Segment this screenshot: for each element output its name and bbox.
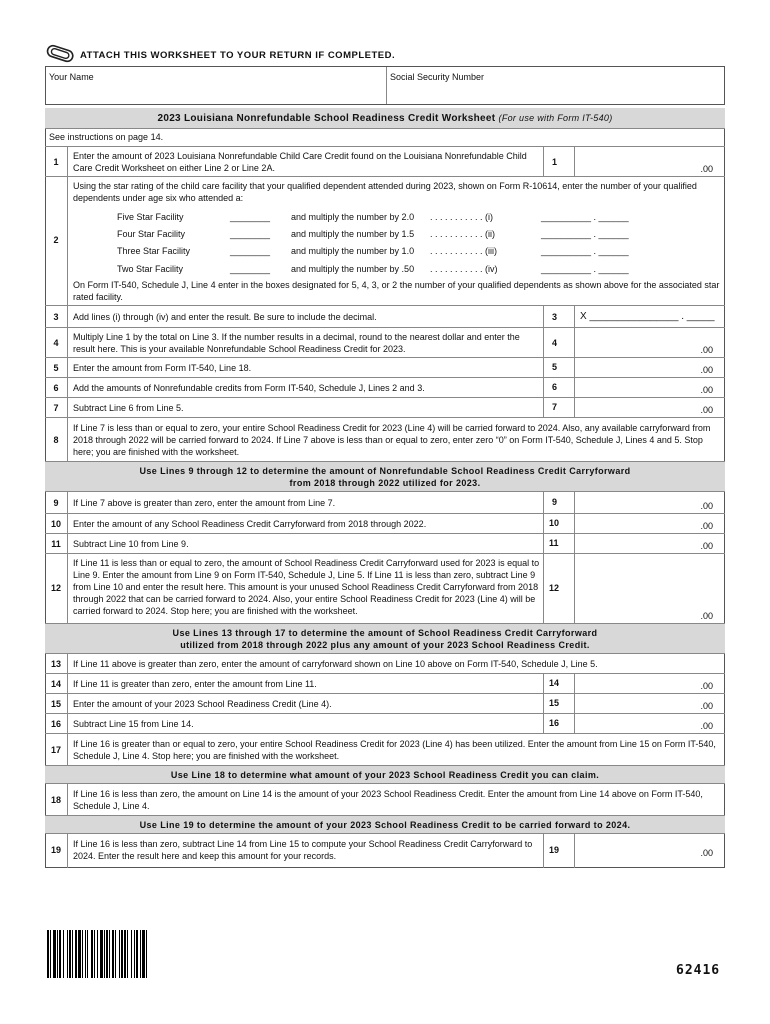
barcode-bar (67, 930, 68, 978)
line-2-intro: Using the star rating of the child care facility that your qualified dependent attended during 2023, shown on Form R-10614, enter the number of your qualified dependents under age six who attended a: (73, 181, 697, 203)
instructions-row (45, 129, 725, 147)
line-4-amount[interactable]: .00 (700, 345, 713, 355)
barcode-bar (146, 930, 147, 978)
line-11-text: Subtract Line 10 from Line 9. (73, 539, 189, 549)
four-star-count[interactable]: ________ (230, 229, 271, 239)
three-star-result[interactable]: __________ . ______ (541, 246, 629, 256)
section-2-line-a: Use Lines 13 through 17 to determine the amount of School Readiness Credit Carryforward (172, 628, 598, 638)
line-15-amount[interactable]: .00 (700, 701, 713, 711)
barcode-bar (109, 930, 110, 978)
line-2-footer: On Form IT-540, Schedule J, Line 4 enter in the boxes designated for 5, 4, 3, or 2 the number of your qualified dependents as shown above for the associated star rated facility. (73, 280, 720, 302)
barcode-bar (63, 930, 64, 978)
line-3-result[interactable]: X ________________ . _____ (580, 311, 715, 322)
line-14-row (45, 674, 725, 694)
barcode-bar (104, 930, 105, 978)
two-star-dots: . . . . . . . . . . . (iv) (430, 264, 498, 274)
line-9-box: 9 (552, 497, 558, 507)
four-star-label: Four Star Facility (117, 229, 186, 239)
barcode-bar (136, 930, 138, 978)
section-lines-9-12-header (45, 462, 725, 492)
line-12-number: 12 (50, 583, 61, 593)
line-16-text: Subtract Line 15 from Line 14. (73, 719, 194, 729)
name-ssn-box (45, 66, 725, 105)
ssn-label: Social Security Number (390, 72, 485, 82)
ssn-field[interactable] (387, 67, 724, 104)
three-star-multiplier: and multiply the number by 1.0 (291, 246, 415, 256)
barcode-bar (100, 930, 103, 978)
line-15-box: 15 (549, 698, 560, 708)
section-3-line-a: Use Line 18 to determine what amount of your 2023 School Readiness Credit you can claim. (170, 770, 600, 780)
five-star-label: Five Star Facility (117, 212, 184, 222)
barcode-bar (94, 930, 95, 978)
line-18-number: 18 (50, 795, 61, 805)
line-3-box: 3 (552, 312, 558, 322)
line-19-number: 19 (50, 845, 61, 855)
line-4-box: 4 (552, 338, 558, 348)
line-9-amount[interactable]: .00 (700, 501, 713, 511)
line-3-row (45, 306, 725, 328)
line-12-text: If Line 11 is less than or equal to zero, the amount of School Readiness Credit Carryforward used for 2023 is equal to Line 9. Enter the amount from Line 9 on Form IT-540, Schedule J, Line 5. If Line 11 is less than zero, subtract Line 9 from Line 10 and enter the result here. This amount is your unused School Readiness Credit Carryforward from 2018 through 2022 that can be carried forward to 2024. Also, your entire School Readiness Credit for 2023 (Line 4) will be carried forward to 2024. Stop here; you are finished with the worksheet. (73, 558, 540, 616)
barcode-bar (47, 930, 49, 978)
barcode-bar (119, 930, 120, 978)
title-sub: (For use with Form IT-540) (498, 113, 613, 123)
line-9-row (45, 492, 725, 514)
line-5-amount[interactable]: .00 (700, 365, 713, 375)
line-15-text: Enter the amount of your 2023 School Readiness Credit (Line 4). (73, 699, 332, 709)
barcode-bar (97, 930, 98, 978)
line-18-row (45, 784, 725, 816)
barcode-bar (106, 930, 108, 978)
line-17-text: If Line 16 is greater than or equal to zero, your entire School Readiness Credit for 2023 (Line 4) has been utilized. Enter the amount from Line 15 on Form IT-540, Schedule J, Line 4. Stop here; you are finished with the worksheet. (73, 739, 716, 761)
worksheet-title (45, 108, 725, 129)
barcode-bar (69, 930, 71, 978)
barcode-bar (78, 930, 81, 978)
form-number: 62416 (676, 963, 721, 978)
barcode-bar (121, 930, 123, 978)
barcode-bar (50, 930, 51, 978)
barcode-bar (87, 930, 88, 978)
line-13-text: If Line 11 above is greater than zero, enter the amount of carryforward shown on Line 10 above on Form IT-540, Schedule J, Line 5. (73, 659, 598, 669)
three-star-dots: . . . . . . . . . . . (iii) (430, 246, 498, 256)
barcode-bar (85, 930, 86, 978)
line-4-text: Multiply Line 1 by the total on Line 3. If the number results in a decimal, round to the nearest dollar and enter the result here. This is your available Nonrefundable School Readiness Credit for 2023. (73, 332, 520, 354)
barcode-bar (91, 930, 93, 978)
barcode-bar (140, 930, 141, 978)
line-5-number: 5 (53, 363, 59, 373)
line-19-row (45, 834, 725, 868)
line-7-amount[interactable]: .00 (700, 405, 713, 415)
line-14-amount[interactable]: .00 (700, 681, 713, 691)
three-star-count[interactable]: ________ (230, 246, 271, 256)
instructions-text: See instructions on page 14. (49, 132, 164, 142)
line-8-text: If Line 7 is less than or equal to zero, your entire School Readiness Credit for 2023 (Line 4) will be carried forward to 2024. Also, any available carryforward from 2018 through 2022 will be carried forward to 2024. If Line 7 above is less than or equal to zero, enter zero “0” on Form IT-540, Schedule J, Lines 4 and 5. Stop here; you are finished with the worksheet. (73, 423, 711, 457)
three-star-label: Three Star Facility (117, 246, 191, 256)
section-line-19-header (45, 816, 725, 834)
line-5-row (45, 358, 725, 378)
barcode-bar (59, 930, 61, 978)
four-star-dots: . . . . . . . . . . . (ii) (430, 229, 496, 239)
barcode-bar (57, 930, 58, 978)
line-6-box: 6 (552, 382, 558, 392)
line-1-row (45, 147, 725, 177)
title-main: 2023 Louisiana Nonrefundable School Readiness Credit Worksheet (157, 113, 496, 124)
line-12-amount[interactable]: .00 (700, 611, 713, 621)
line-6-number: 6 (53, 383, 59, 393)
line-10-amount[interactable]: .00 (700, 521, 713, 531)
section-1-line-b: from 2018 through 2022 utilized for 2023. (289, 478, 481, 488)
line-12-box: 12 (549, 583, 560, 593)
section-line-18-header (45, 766, 725, 784)
two-star-multiplier: and multiply the number by .50 (291, 264, 415, 274)
line-9-number: 9 (53, 498, 59, 508)
line-10-row (45, 514, 725, 534)
two-star-label: Two Star Facility (117, 264, 184, 274)
line-6-text: Add the amounts of Nonrefundable credits from Form IT-540, Schedule J, Lines 2 and 3. (73, 383, 425, 393)
line-16-amount[interactable]: .00 (700, 721, 713, 731)
line-17-row (45, 734, 725, 766)
line-13-row (45, 654, 725, 674)
barcode-bar (134, 930, 135, 978)
line-11-amount[interactable]: .00 (700, 541, 713, 551)
barcode-bar (131, 930, 132, 978)
barcode-bar (82, 930, 83, 978)
line-14-number: 14 (50, 679, 61, 689)
line-19-box: 19 (549, 845, 560, 855)
line-16-box: 16 (549, 718, 560, 728)
section-2-line-b: utilized from 2018 through 2022 plus any amount of your 2023 School Readiness Credit. (180, 640, 590, 650)
line-14-text: If Line 11 is greater than zero, enter the amount from Line 11. (73, 679, 317, 689)
line-7-box: 7 (552, 402, 558, 412)
line-1-number: 1 (53, 157, 59, 167)
line-5-text: Enter the amount from Form IT-540, Line 18. (73, 363, 252, 373)
line-18-text: If Line 16 is less than zero, the amount on Line 14 is the amount of your 2023 School Readiness Credit. Enter the amount from Line 14 above on Form IT-540, Schedule J, Line 4. (73, 789, 703, 811)
line-10-text: Enter the amount of any School Readiness Credit Carryforward from 2018 through 2022. (73, 519, 427, 529)
line-6-row (45, 378, 725, 398)
line-15-number: 15 (50, 699, 61, 709)
section-lines-13-17-header (45, 624, 725, 654)
line-1-amount[interactable]: .00 (700, 164, 713, 174)
barcode-bar (127, 930, 128, 978)
line-16-number: 16 (50, 719, 61, 729)
attach-notice: ATTACH THIS WORKSHEET TO YOUR RETURN IF COMPLETED. (80, 50, 396, 61)
line-14-box: 14 (549, 678, 560, 688)
line-16-row (45, 714, 725, 734)
five-star-dots: . . . . . . . . . . . (i) (430, 212, 494, 222)
line-5-box: 5 (552, 362, 558, 372)
line-1-text: Enter the amount of 2023 Louisiana Nonrefundable Child Care Credit found on the Louisiana Nonrefundable Child Care Credit Worksheet on either Line 2 or Line 2A. (73, 151, 527, 173)
line-19-text: If Line 16 is less than zero, subtract Line 14 from Line 15 to compute your School Readiness Credit Carryforward to 2024. Enter the result here and keep this amount for your records. (73, 839, 533, 861)
line-11-box: 11 (549, 538, 559, 548)
line-10-number: 10 (50, 519, 61, 529)
line-7-row (45, 398, 725, 418)
barcode (45, 930, 185, 978)
line-2-number: 2 (53, 235, 59, 245)
four-star-result[interactable]: __________ . ______ (541, 229, 629, 239)
your-name-label: Your Name (49, 72, 94, 82)
barcode-bar (124, 930, 126, 978)
line-7-number: 7 (53, 403, 59, 413)
line-2-row (45, 177, 725, 306)
line-4-row (45, 328, 725, 358)
line-11-row (45, 534, 725, 554)
your-name-field[interactable] (46, 67, 386, 104)
barcode-bar (115, 930, 116, 978)
line-8-number: 8 (53, 435, 59, 445)
four-star-multiplier: and multiply the number by 1.5 (291, 229, 415, 239)
line-13-number: 13 (50, 659, 61, 669)
paperclip-icon (45, 44, 75, 64)
five-star-result[interactable]: __________ . ______ (541, 212, 629, 222)
line-12-row (45, 554, 725, 624)
barcode-bar (112, 930, 114, 978)
line-10-box: 10 (549, 518, 560, 528)
line-11-number: 11 (51, 539, 61, 549)
two-star-count[interactable]: ________ (230, 264, 271, 274)
five-star-multiplier: and multiply the number by 2.0 (291, 212, 415, 222)
barcode-bar (75, 930, 77, 978)
barcode-bar (72, 930, 73, 978)
line-9-text: If Line 7 above is greater than zero, enter the amount from Line 7. (73, 498, 336, 508)
line-3-text: Add lines (i) through (iv) and enter the result. Be sure to include the decimal. (73, 312, 377, 322)
barcode-bar (53, 930, 56, 978)
line-4-number: 4 (53, 338, 59, 348)
section-4-line-a: Use Line 19 to determine the amount of your 2023 School Readiness Credit to be carried forward to 2024. (139, 820, 631, 830)
line-1-box: 1 (552, 157, 558, 167)
line-3-number: 3 (53, 312, 59, 322)
section-1-line-a: Use Lines 9 through 12 to determine the amount of Nonrefundable School Readiness Credit Carryforward (139, 466, 631, 476)
line-19-amount[interactable]: .00 (700, 848, 713, 858)
line-7-text: Subtract Line 6 from Line 5. (73, 403, 184, 413)
two-star-result[interactable]: __________ . ______ (541, 264, 629, 274)
barcode-bar (142, 930, 145, 978)
line-17-number: 17 (50, 745, 61, 755)
five-star-count[interactable]: ________ (230, 212, 271, 222)
line-8-row (45, 418, 725, 462)
line-15-row (45, 694, 725, 714)
line-6-amount[interactable]: .00 (700, 385, 713, 395)
